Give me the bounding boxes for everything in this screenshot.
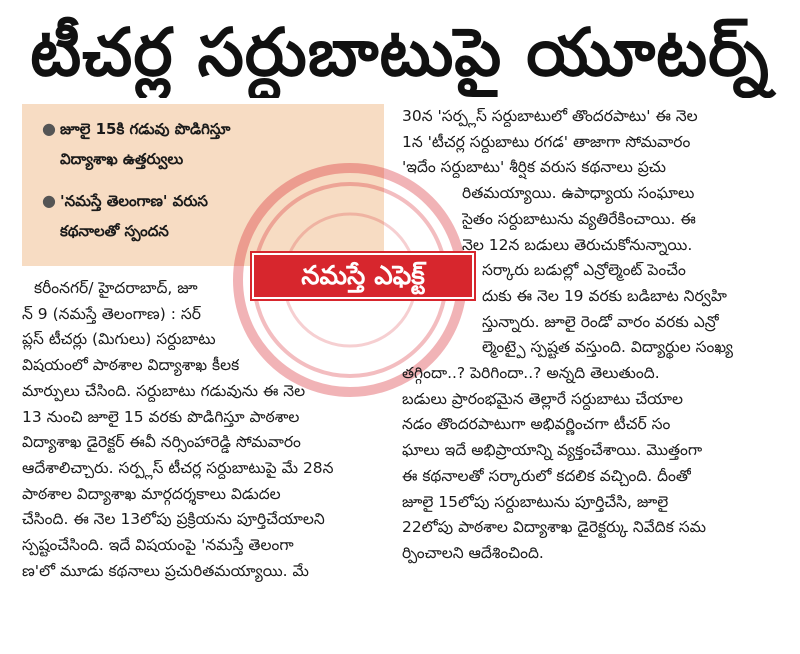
text-line: 1న 'టీచర్ల సర్దుబాటు రగడ' తాజాగా సోమవారం [402,132,691,151]
text-line: బడులు ప్రారంభమైన తెల్లారే సర్దుబాటు చేయాల [402,389,683,408]
text-line: నెల 12న బడులు తెరుచుకోనున్నాయి. [462,235,693,254]
text-line: మార్పులు చేసింది. సర్దుబాటు గడువును ఈ నెల [22,381,306,400]
text-line: ల్మెంట్పై స్పష్టత వస్తుంది. విద్యార్థుల సంఖ్య [482,338,733,357]
text-line: స్పష్టంచేసింది. ఇదే విషయంపై 'నమస్తే తెలంగా [22,536,294,554]
text-line: సర్కారు బడుల్లో ఎన్రోల్మెంట్ పెంచేం [482,261,686,280]
text-line: ఈ కథనాలతో సర్కారులో కదలిక వచ్చింది. దీంతో [402,466,692,485]
bullet-icon: ● [42,191,56,210]
bullet-icon: ● [42,119,56,138]
text-line: ప్లస్ టీచర్లు (మిగులు) సర్దుబాటు [22,330,216,349]
text-line: ఆదేశాలిచ్చారు. సర్ప్లస్ టీచర్ల సర్దుబాటుపై మే 28న [22,458,334,477]
text-line: ణ'లో మూడు కథనాలు ప్రచురితమయ్యాయి. మే [22,561,309,580]
text-line: స్తున్నారు. జూలై రెండో వారం వరకు ఎన్రో [482,312,719,331]
text-line: రితమయ్యాయి. ఉపాధ్యాయ సంఘాలు [462,184,695,203]
text-line: దుకు ఈ నెల 19 వరకు బడిబాట నిర్వహి [482,286,727,305]
text-line: 22లోపు పాఠశాల విద్యాశాఖ డైరెక్టర్కు నివేదిక సమ [402,518,706,537]
text-line: 30న 'సర్ప్లస్ సర్దుబాటులో తొందరపాటు' ఈ నెల [402,107,698,125]
highlight-line: విద్యాశాఖ ఉత్తర్వులు [60,150,184,168]
text-line: 13 నుంచి జూలై 15 వరకు పొడిగిస్తూ పాఠశాల [22,407,300,426]
text-line: కరీంనగర్/ హైదరాబాద్, జూ [34,279,198,297]
text-line: విద్యాశాఖ డైరెక్టర్ ఈవీ నర్సింహారెడ్డి సోమవారం [22,433,301,452]
text-line: తగ్గిందా..? పెరిగిందా..? అన్నది తెలుతుంది. [402,364,660,382]
text-line: పాఠశాల విద్యాశాఖ మార్గదర్శకాలు విడుదల [22,484,281,503]
text-line: విషయంలో పాఠశాల విద్యాశాఖ కీలక [22,356,240,375]
text-line: ఘాలు ఇదే అభిప్రాయాన్ని వ్యక్తంచేశాయి. మొత్తంగా [402,441,703,460]
text-line: జూలై 15లోపు సర్దుబాటును పూర్తిచేసి, జూలై [402,492,669,511]
text-line: ర్పించాలని ఆదేశించింది. [402,543,544,562]
highlight-line: జూలై 15కి గడువు పొడిగిస్తూ [60,120,231,138]
stamp-banner: నమస్తే ఎఫెక్ట్ [252,253,474,299]
headline: టీచర్ల సర్దుబాటుపై యూటర్న్ [30,14,770,91]
text-line: నడం తొందరపాటుగా అభివర్ణించగా టీచర్ సం [402,415,671,434]
highlight-line: కథనాలతో స్పందన [60,222,169,240]
text-line: న్ 9 (నమస్తే తెలంగాణ) : సర్ [22,304,201,323]
text-line: సైతం సర్దుబాటును వ్యతిరేకించాయి. ఈ [462,209,696,228]
text-line: చేసింది. ఈ నెల 13లోపు ప్రక్రియను పూర్తిచేయాలని [22,510,325,529]
highlight-line: 'నమస్తే తెలంగాణ' వరుస [60,192,208,210]
text-line: 'ఇదేం సర్దుబాటు' శీర్షిక వరుస కథనాలు ప్రచు [402,158,666,177]
